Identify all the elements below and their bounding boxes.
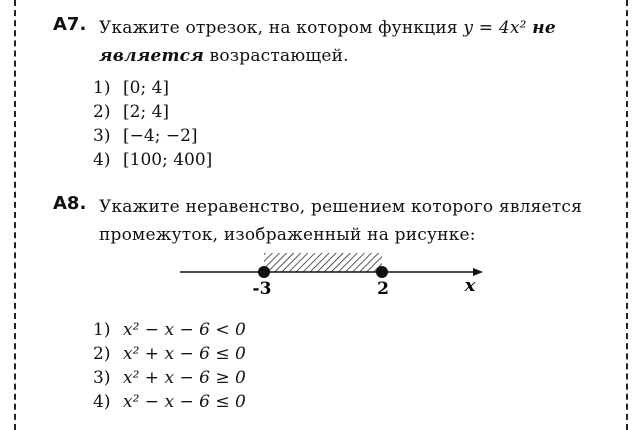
task-a8 — [53, 193, 613, 249]
question-text: Укажите отрезок, на котором функция — [99, 18, 464, 38]
function-formula: y = 4x² — [463, 18, 527, 38]
task-number: A8. — [53, 193, 87, 214]
question-emphasis: не является — [99, 18, 556, 66]
answer-option[interactable] — [93, 124, 613, 148]
answer-options — [93, 318, 613, 414]
option-text: [100; 400] — [123, 150, 213, 170]
left-endpoint — [258, 266, 270, 278]
option-number: 4) — [93, 150, 111, 170]
answer-option[interactable] — [93, 76, 613, 100]
right-point-label: 2 — [377, 279, 389, 299]
answer-option[interactable] — [93, 148, 613, 172]
answer-option[interactable] — [93, 100, 613, 124]
axis-variable-label: x — [464, 275, 476, 296]
option-number: 3) — [93, 368, 111, 388]
task-number: A7. — [53, 14, 87, 35]
solution-interval-shading — [264, 253, 382, 272]
option-number: 1) — [93, 320, 111, 340]
answer-option[interactable] — [93, 342, 613, 366]
left-point-label: -3 — [252, 279, 272, 299]
option-number: 2) — [93, 102, 111, 122]
task-question: Укажите неравенство, решением которого является промежуток, изображенный на рисунке: — [99, 197, 583, 245]
number-line-figure — [180, 253, 490, 303]
task-question — [99, 14, 613, 70]
right-dashed-border — [626, 0, 628, 430]
answer-options — [93, 76, 613, 172]
option-number: 4) — [93, 392, 111, 412]
option-text: [2; 4] — [123, 102, 170, 122]
question-text-end: возрастающей. — [203, 46, 349, 66]
option-text: [0; 4] — [123, 78, 170, 98]
task-a8-options — [53, 318, 613, 414]
option-text: x² − x − 6 < 0 — [123, 320, 246, 340]
option-text: x² − x − 6 ≤ 0 — [123, 392, 246, 412]
task-a7 — [53, 14, 613, 172]
option-text: x² + x − 6 ≥ 0 — [123, 368, 246, 388]
option-number: 3) — [93, 126, 111, 146]
left-dashed-border — [14, 0, 16, 430]
option-text: [−4; −2] — [123, 126, 198, 146]
option-text: x² + x − 6 ≤ 0 — [123, 344, 246, 364]
answer-option[interactable] — [93, 366, 613, 390]
option-number: 1) — [93, 78, 111, 98]
right-endpoint — [376, 266, 388, 278]
answer-option[interactable] — [93, 318, 613, 342]
option-number: 2) — [93, 344, 111, 364]
answer-option[interactable] — [93, 390, 613, 414]
